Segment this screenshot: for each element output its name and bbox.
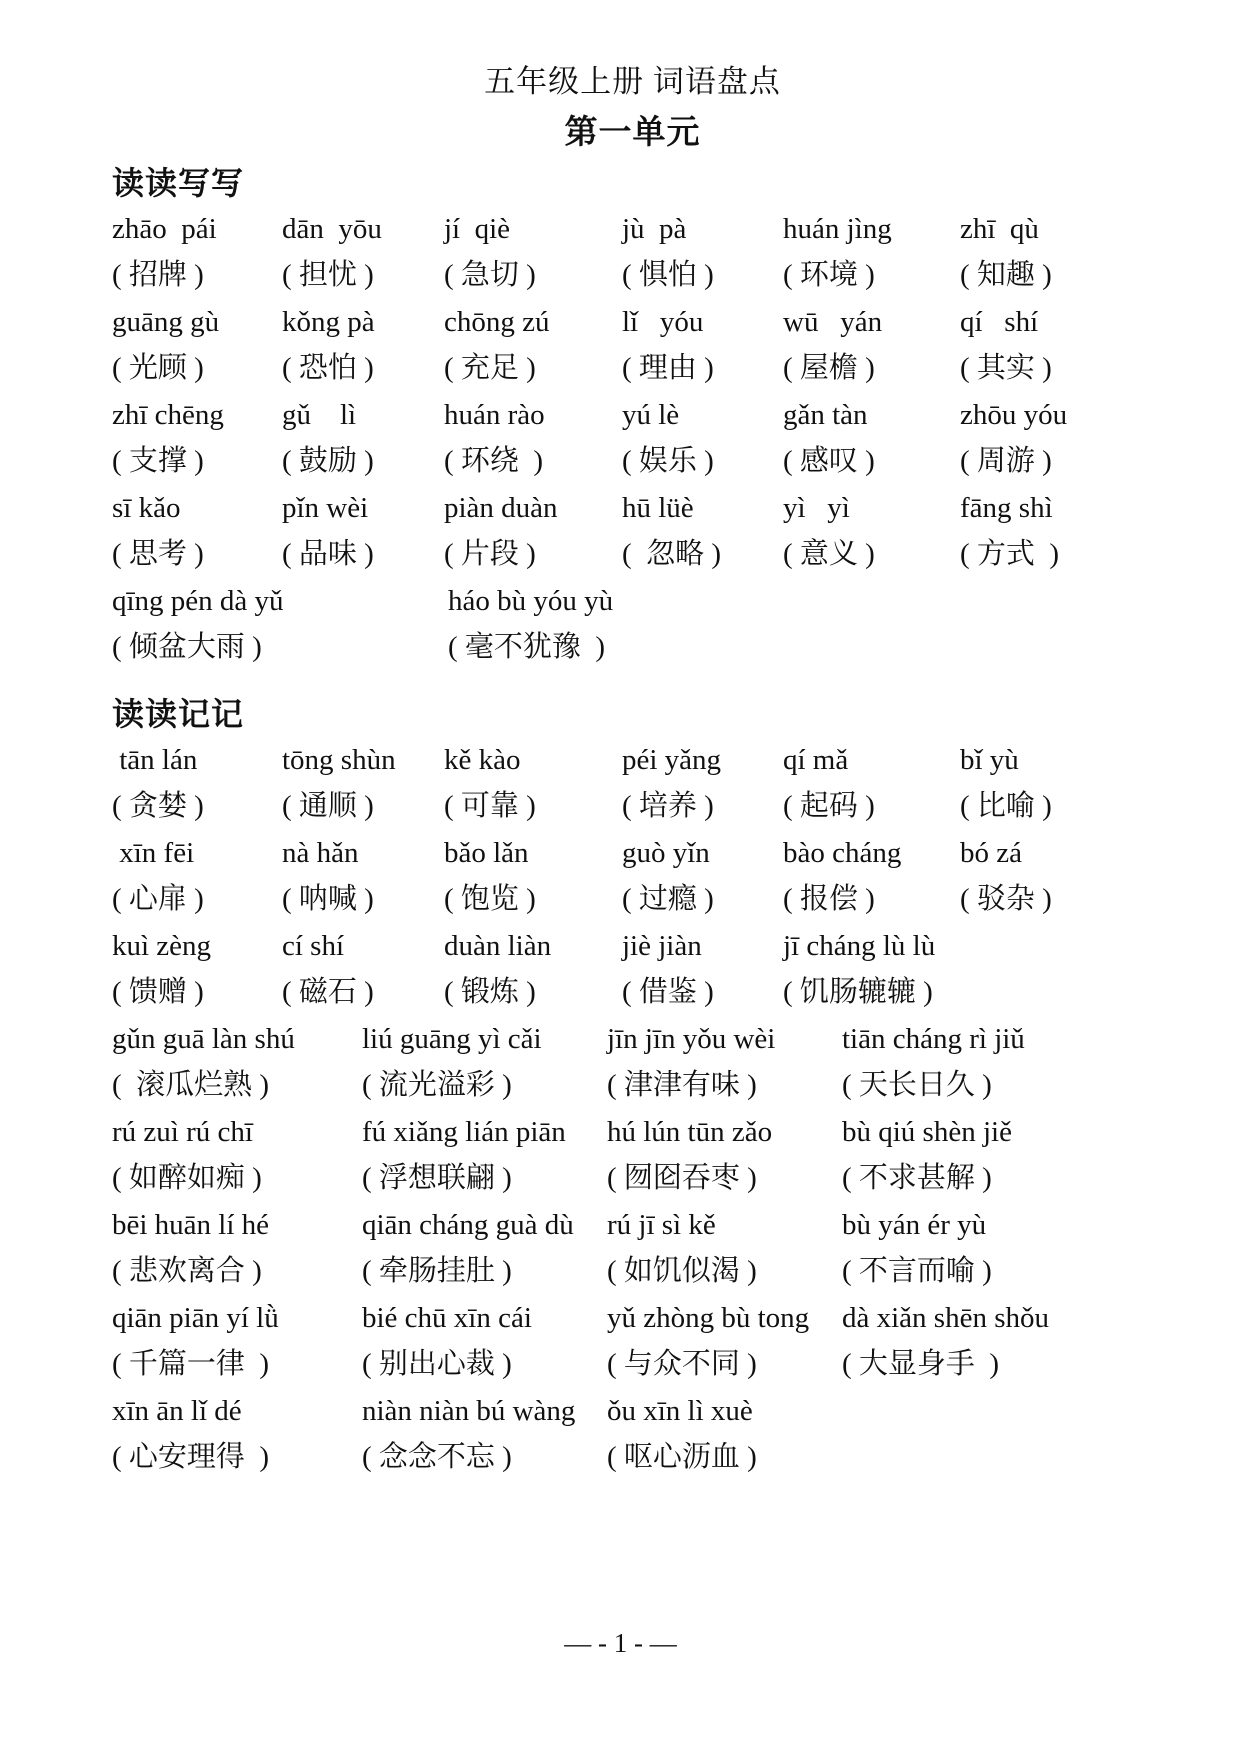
pinyin-text: hú lún tūn zǎo xyxy=(607,1116,773,1148)
word-entry xyxy=(282,392,444,485)
word-in-parens: ( 娱乐 ) xyxy=(622,445,714,477)
word-entry xyxy=(783,737,960,830)
section-heading: 读读记记 xyxy=(112,696,245,732)
word-in-parens: ( 感叹 ) xyxy=(783,445,875,477)
pinyin-text: gǎn tàn xyxy=(783,399,868,431)
word-in-parens: ( 意义 ) xyxy=(783,538,875,570)
word-in-parens: ( 馈赠 ) xyxy=(112,976,204,1008)
pinyin-text: háo bù yóu yù xyxy=(448,585,614,617)
word-entry xyxy=(282,206,444,299)
word-entry xyxy=(960,485,1153,578)
word-in-parens: ( 环绕 ) xyxy=(444,445,544,477)
pinyin-text: qiān cháng guà dù xyxy=(362,1209,574,1241)
word-entry xyxy=(842,1295,1153,1388)
word-entry xyxy=(607,1109,842,1202)
word-entry xyxy=(842,1016,1153,1109)
pinyin-text: fú xiǎng lián piān xyxy=(362,1116,566,1148)
word-row xyxy=(112,923,1153,1016)
word-in-parens: ( 可靠 ) xyxy=(444,790,536,822)
word-in-parens: ( 忽略 ) xyxy=(622,538,722,570)
word-entry xyxy=(607,1388,842,1481)
pinyin-text: qīng pén dà yǔ xyxy=(112,585,284,617)
word-entry xyxy=(842,1109,1153,1202)
word-row xyxy=(112,1202,1153,1295)
word-in-parens: ( 别出心裁 ) xyxy=(362,1348,512,1380)
word-entry xyxy=(112,299,282,392)
word-in-parens: ( 充足 ) xyxy=(444,352,536,384)
word-in-parens: ( 招牌 ) xyxy=(112,259,204,291)
word-in-parens: ( 大显身手 ) xyxy=(842,1348,1000,1380)
word-entry xyxy=(783,206,960,299)
word-in-parens: ( 过瘾 ) xyxy=(622,883,714,915)
word-entry xyxy=(607,1202,842,1295)
pinyin-text: lǐ yóu xyxy=(622,306,704,338)
word-entry xyxy=(112,1388,362,1481)
word-entry xyxy=(607,1295,842,1388)
pinyin-text: huán rào xyxy=(444,399,545,431)
word-entry xyxy=(362,1295,607,1388)
pinyin-text: bǎo lǎn xyxy=(444,837,529,869)
word-in-parens: ( 饱览 ) xyxy=(444,883,536,915)
word-entry xyxy=(960,737,1153,830)
word-in-parens: ( 支撑 ) xyxy=(112,445,204,477)
word-entry xyxy=(444,737,622,830)
unit-heading: 第一单元 xyxy=(564,113,701,150)
pinyin-text: rú jī sì kě xyxy=(607,1209,716,1241)
word-entry xyxy=(112,392,282,485)
word-in-parens: ( 不言而喻 ) xyxy=(842,1255,992,1287)
pinyin-text: bào cháng xyxy=(783,837,902,869)
word-entry xyxy=(448,578,1153,671)
word-entry xyxy=(622,923,783,1016)
word-entry xyxy=(622,737,783,830)
pinyin-text: jù pà xyxy=(622,213,687,245)
word-in-parens: ( 担忧 ) xyxy=(282,259,374,291)
pinyin-text: bēi huān lí hé xyxy=(112,1209,270,1241)
word-row xyxy=(112,206,1153,299)
word-row xyxy=(112,392,1153,485)
word-entry xyxy=(282,737,444,830)
word-in-parens: ( 倾盆大雨 ) xyxy=(112,631,262,663)
pinyin-text: tān lán xyxy=(112,744,198,776)
pinyin-text: guāng gù xyxy=(112,306,220,338)
word-in-parens: ( 囫囵吞枣 ) xyxy=(607,1162,757,1194)
pinyin-text: nà hǎn xyxy=(282,837,359,869)
word-entry xyxy=(960,206,1153,299)
word-entry xyxy=(282,923,444,1016)
word-entry xyxy=(960,299,1153,392)
pinyin-text: bié chū xīn cái xyxy=(362,1302,532,1334)
word-entry xyxy=(842,1202,1153,1295)
word-in-parens: ( 急切 ) xyxy=(444,259,536,291)
pinyin-text: duàn liàn xyxy=(444,930,552,962)
pinyin-text: jīn jīn yǒu wèi xyxy=(607,1023,776,1055)
word-entry xyxy=(444,392,622,485)
word-in-parens: ( 流光溢彩 ) xyxy=(362,1069,512,1101)
word-in-parens: ( 贪婪 ) xyxy=(112,790,204,822)
word-row xyxy=(112,299,1153,392)
word-in-parens: ( 念念不忘 ) xyxy=(362,1441,512,1473)
pinyin-text: zhī chēng xyxy=(112,399,224,431)
word-entry xyxy=(622,830,783,923)
word-row xyxy=(112,485,1153,578)
pinyin-text: zhāo pái xyxy=(112,213,217,245)
word-in-parens: ( 牵肠挂肚 ) xyxy=(362,1255,512,1287)
pinyin-text: ǒu xīn lì xuè xyxy=(607,1395,753,1427)
word-row xyxy=(112,1388,1153,1481)
word-in-parens: ( 品味 ) xyxy=(282,538,374,570)
word-row xyxy=(112,1109,1153,1202)
word-in-parens: ( 借鉴 ) xyxy=(622,976,714,1008)
word-entry xyxy=(783,299,960,392)
word-in-parens: ( 与众不同 ) xyxy=(607,1348,757,1380)
pinyin-text: wū yán xyxy=(783,306,883,338)
word-entry xyxy=(362,1016,607,1109)
word-entry xyxy=(783,392,960,485)
word-in-parens: ( 津津有味 ) xyxy=(607,1069,757,1101)
pinyin-text: xīn ān lǐ dé xyxy=(112,1395,242,1427)
section-heading: 读读写写 xyxy=(112,165,245,201)
word-in-parens: ( 心扉 ) xyxy=(112,883,204,915)
word-in-parens: ( 知趣 ) xyxy=(960,259,1052,291)
word-in-parens: ( 惧怕 ) xyxy=(622,259,714,291)
pinyin-text: qiān piān yí lǜ xyxy=(112,1302,279,1334)
word-in-parens: ( 悲欢离合 ) xyxy=(112,1255,262,1287)
word-in-parens: ( 滚瓜烂熟 ) xyxy=(112,1069,270,1101)
word-in-parens: ( 呐喊 ) xyxy=(282,883,374,915)
word-row xyxy=(112,1295,1153,1388)
pinyin-text: bó zá xyxy=(960,837,1022,869)
word-entry xyxy=(112,206,282,299)
pinyin-text: niàn niàn bú wàng xyxy=(362,1395,576,1427)
word-entry xyxy=(444,299,622,392)
pinyin-text: yú lè xyxy=(622,399,680,431)
pinyin-text: kǒng pà xyxy=(282,306,375,338)
word-entry xyxy=(112,830,282,923)
pinyin-text: yǔ zhòng bù tong xyxy=(607,1302,810,1334)
word-entry xyxy=(112,485,282,578)
word-in-parens: ( 其实 ) xyxy=(960,352,1052,384)
pinyin-text: jiè jiàn xyxy=(622,930,702,962)
word-in-parens: ( 如醉如痴 ) xyxy=(112,1162,262,1194)
pinyin-text: tōng shùn xyxy=(282,744,396,776)
word-in-parens: ( 锻炼 ) xyxy=(444,976,536,1008)
word-in-parens: ( 起码 ) xyxy=(783,790,875,822)
word-entry xyxy=(607,1016,842,1109)
word-entry xyxy=(960,392,1153,485)
pinyin-text: kuì zèng xyxy=(112,930,212,962)
pinyin-text: jī cháng lù lù xyxy=(783,930,936,962)
word-entry xyxy=(112,737,282,830)
pinyin-text: zhōu yóu xyxy=(960,399,1068,431)
pinyin-text: bù qiú shèn jiě xyxy=(842,1116,1012,1148)
pinyin-text: qí shí xyxy=(960,306,1039,338)
pinyin-text: yì yì xyxy=(783,492,850,524)
word-in-parens: ( 心安理得 ) xyxy=(112,1441,270,1473)
word-row xyxy=(112,830,1153,923)
word-in-parens: ( 屋檐 ) xyxy=(783,352,875,384)
pinyin-text: zhī qù xyxy=(960,213,1039,245)
pinyin-text: fāng shì xyxy=(960,492,1053,524)
pinyin-text: kě kào xyxy=(444,744,521,776)
word-entry xyxy=(112,1016,362,1109)
pinyin-text: pǐn wèi xyxy=(282,492,369,524)
pinyin-text: dà xiǎn shēn shǒu xyxy=(842,1302,1049,1334)
word-in-parens: ( 不求甚解 ) xyxy=(842,1162,992,1194)
word-row xyxy=(112,737,1153,830)
word-in-parens: ( 饥肠辘辘 ) xyxy=(783,976,933,1008)
word-row xyxy=(112,578,1153,671)
word-entry xyxy=(112,578,448,671)
word-entry xyxy=(622,485,783,578)
word-in-parens: ( 周游 ) xyxy=(960,445,1052,477)
word-in-parens: ( 浮想联翩 ) xyxy=(362,1162,512,1194)
pinyin-text: gǔ lì xyxy=(282,399,357,431)
pinyin-text: péi yǎng xyxy=(622,744,722,776)
pinyin-text: guò yǐn xyxy=(622,837,710,869)
pinyin-text: sī kǎo xyxy=(112,492,181,524)
word-entry xyxy=(112,923,282,1016)
word-entry xyxy=(783,830,960,923)
pinyin-text: huán jìng xyxy=(783,213,892,245)
word-in-parens: ( 培养 ) xyxy=(622,790,714,822)
pinyin-text: gǔn guā làn shú xyxy=(112,1023,295,1055)
pinyin-text: dān yōu xyxy=(282,213,382,245)
pinyin-text: bǐ yù xyxy=(960,744,1019,776)
word-entry xyxy=(444,923,622,1016)
pinyin-text: qí mǎ xyxy=(783,744,849,776)
word-in-parens: ( 光顾 ) xyxy=(112,352,204,384)
word-entry xyxy=(282,830,444,923)
word-in-parens: ( 天长日久 ) xyxy=(842,1069,992,1101)
word-entry xyxy=(112,1202,362,1295)
word-entry xyxy=(112,1295,362,1388)
word-entry xyxy=(282,299,444,392)
word-entry xyxy=(362,1109,607,1202)
pinyin-text: piàn duàn xyxy=(444,492,558,524)
pinyin-text: chōng zú xyxy=(444,306,550,338)
word-in-parens: ( 片段 ) xyxy=(444,538,536,570)
word-entry xyxy=(362,1388,607,1481)
page-title: 五年级上册 词语盘点 xyxy=(484,64,781,99)
word-in-parens: ( 环境 ) xyxy=(783,259,875,291)
word-entry xyxy=(444,206,622,299)
word-in-parens: ( 千篇一律 ) xyxy=(112,1348,270,1380)
word-in-parens: ( 通顺 ) xyxy=(282,790,374,822)
word-in-parens: ( 报偿 ) xyxy=(783,883,875,915)
pinyin-text: liú guāng yì cǎi xyxy=(362,1023,542,1055)
pinyin-text: hū lüè xyxy=(622,492,694,524)
word-entry xyxy=(622,206,783,299)
word-entry xyxy=(444,485,622,578)
pinyin-text: xīn fēi xyxy=(112,837,195,869)
word-in-parens: ( 驳杂 ) xyxy=(960,883,1052,915)
pinyin-text: tiān cháng rì jiǔ xyxy=(842,1023,1025,1055)
pinyin-text: jí qiè xyxy=(444,213,511,245)
word-entry xyxy=(362,1202,607,1295)
word-entry xyxy=(960,830,1153,923)
word-entry xyxy=(622,392,783,485)
word-entry xyxy=(783,485,960,578)
word-in-parens: ( 呕心沥血 ) xyxy=(607,1441,757,1473)
pinyin-text: rú zuì rú chī xyxy=(112,1116,253,1148)
word-in-parens: ( 比喻 ) xyxy=(960,790,1052,822)
word-in-parens: ( 毫不犹豫 ) xyxy=(448,631,606,663)
word-row xyxy=(112,1016,1153,1109)
word-in-parens: ( 鼓励 ) xyxy=(282,445,374,477)
word-in-parens: ( 磁石 ) xyxy=(282,976,374,1008)
word-in-parens: ( 方式 ) xyxy=(960,538,1060,570)
word-in-parens: ( 思考 ) xyxy=(112,538,204,570)
word-entry xyxy=(112,1109,362,1202)
word-in-parens: ( 理由 ) xyxy=(622,352,714,384)
word-in-parens: ( 恐怕 ) xyxy=(282,352,374,384)
word-entry xyxy=(444,830,622,923)
page-number: — - 1 - — xyxy=(564,1628,677,1658)
word-in-parens: ( 如饥似渴 ) xyxy=(607,1255,757,1287)
word-entry xyxy=(622,299,783,392)
pinyin-text: cí shí xyxy=(282,930,345,962)
pinyin-text: bù yán ér yù xyxy=(842,1209,987,1241)
word-sections xyxy=(112,160,1153,1481)
word-entry xyxy=(282,485,444,578)
word-entry xyxy=(783,923,960,1016)
